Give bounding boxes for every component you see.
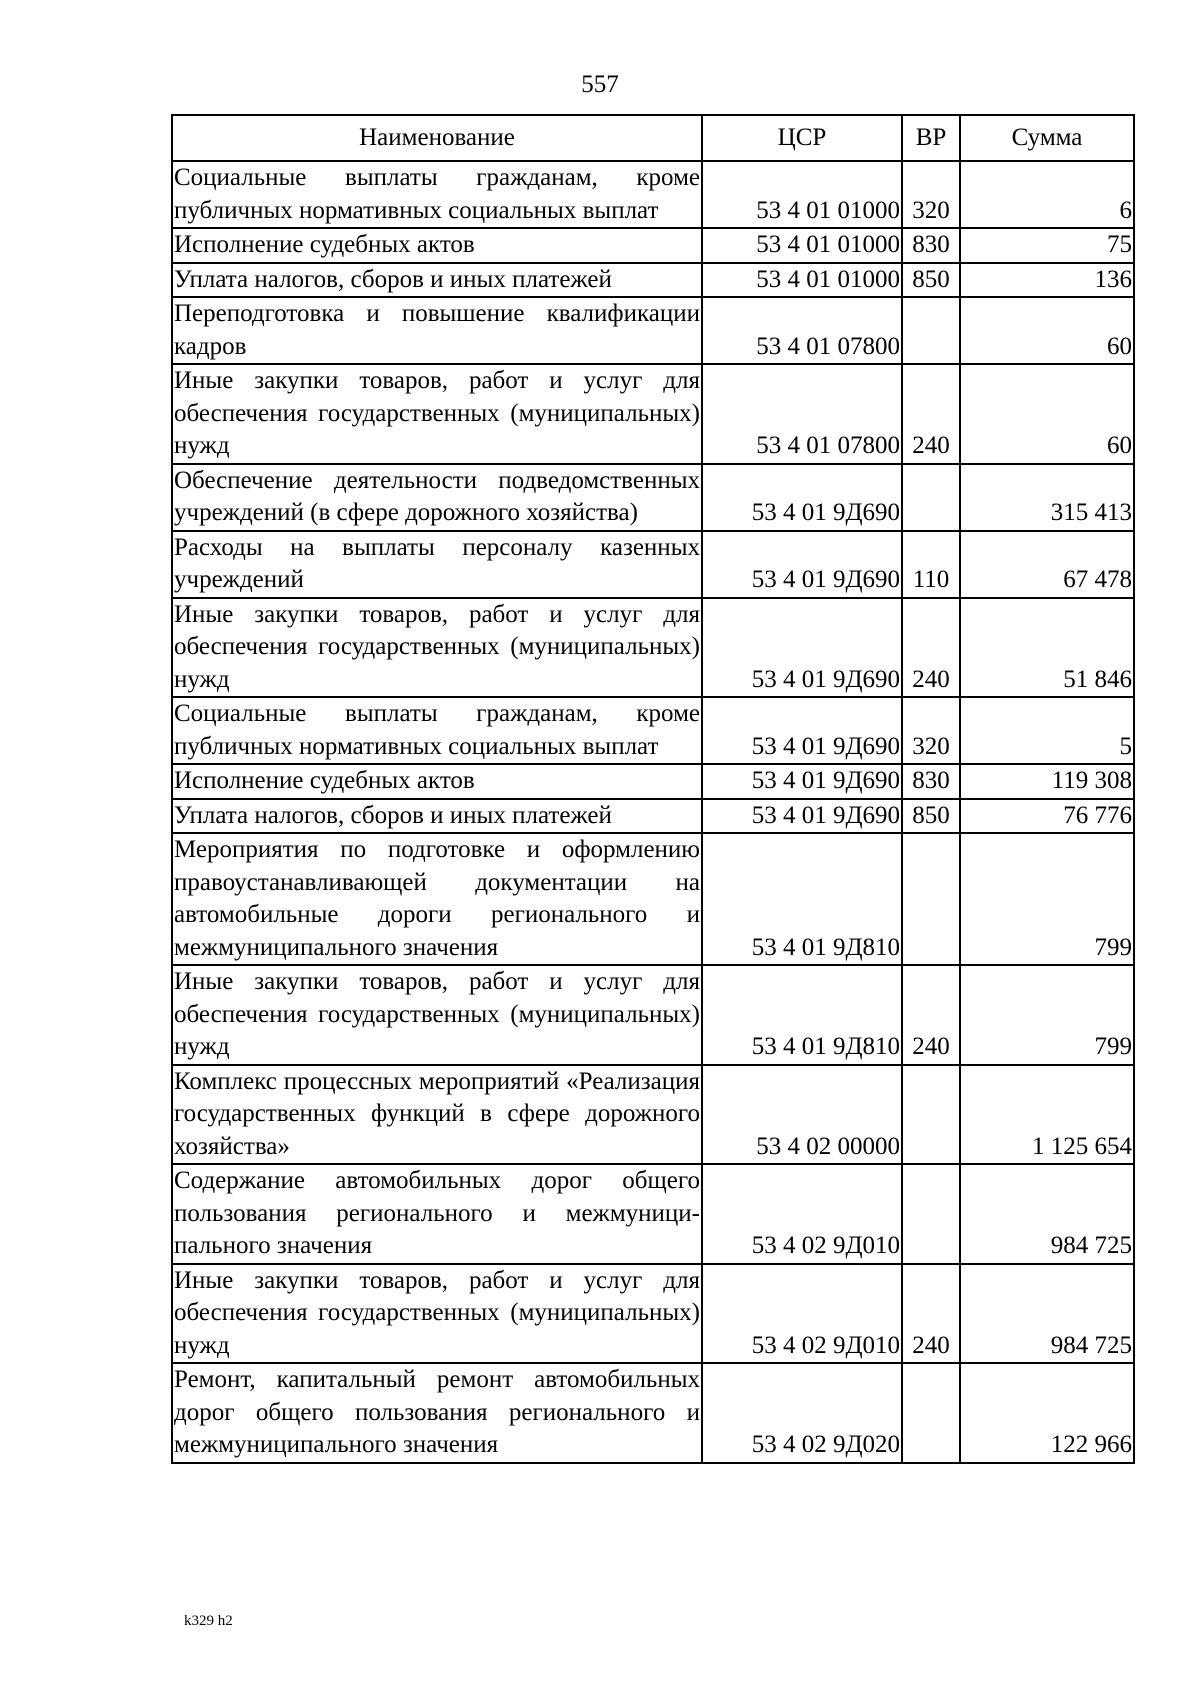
header-name: Наименование [172,115,702,161]
row-vr-cell: 320 [902,697,960,764]
row-sum-cell: 5 [960,697,1134,764]
row-vr-cell [902,297,960,364]
row-sum-cell: 136 [960,263,1134,298]
row-csr-cell: 53 4 01 9Д810 [702,833,902,965]
row-csr-cell: 53 4 02 9Д010 [702,1264,902,1364]
row-csr-cell: 53 4 01 01000 [702,228,902,263]
row-sum-cell: 799 [960,833,1134,965]
row-name-cell: Иные закупки товаров, работ и услуг для обеспечения государственных (муниципальных) нужд [172,598,702,698]
table-row [172,531,1134,598]
table-row [172,1065,1134,1165]
table-row [172,161,1134,228]
row-vr-cell: 240 [902,1264,960,1364]
row-vr-cell [902,1164,960,1264]
row-sum-cell: 75 [960,228,1134,263]
row-name-cell: Иные закупки товаров, работ и услуг для обеспечения государственных (муниципальных) нужд [172,364,702,464]
row-name-cell: Социальные выплаты гражданам, кроме публичных нормативных социальных выплат [172,697,702,764]
row-sum-cell: 119 308 [960,764,1134,799]
row-csr-cell: 53 4 01 01000 [702,161,902,228]
table-row [172,764,1134,799]
row-sum-cell: 1 125 654 [960,1065,1134,1165]
row-name-cell: Исполнение судебных актов [172,764,702,799]
row-csr-cell: 53 4 01 9Д690 [702,531,902,598]
row-csr-cell: 53 4 01 9Д690 [702,697,902,764]
row-vr-cell: 850 [902,799,960,834]
row-csr-cell: 53 4 01 07800 [702,297,902,364]
row-name-cell: Расходы на выплаты персоналу казенных учреждений [172,531,702,598]
row-vr-cell: 830 [902,764,960,799]
row-vr-cell: 830 [902,228,960,263]
row-csr-cell: 53 4 01 07800 [702,364,902,464]
row-name-cell: Комплекс процессных мероприятий «Реализация государственных функций в сфере дорожного хозяйства» [172,1065,702,1165]
table-row [172,697,1134,764]
table-row [172,1363,1134,1463]
row-vr-cell: 240 [902,364,960,464]
row-csr-cell: 53 4 01 9Д690 [702,764,902,799]
row-vr-cell [902,464,960,531]
row-sum-cell: 799 [960,965,1134,1065]
row-csr-cell: 53 4 01 9Д810 [702,965,902,1065]
row-sum-cell: 315 413 [960,464,1134,531]
footer-code: k329 h2 [184,1613,233,1629]
row-name-cell: Обеспечение деятельности подведомственных учреждений (в сфере дорожного хозяйства) [172,464,702,531]
row-vr-cell: 850 [902,263,960,298]
row-vr-cell [902,1065,960,1165]
row-vr-cell: 110 [902,531,960,598]
row-name-cell: Социальные выплаты гражданам, кроме публичных нормативных социальных выплат [172,161,702,228]
row-csr-cell: 53 4 02 9Д010 [702,1164,902,1264]
row-csr-cell: 53 4 02 9Д020 [702,1363,902,1463]
budget-table [171,114,1135,1464]
row-vr-cell: 320 [902,161,960,228]
row-sum-cell: 6 [960,161,1134,228]
row-name-cell: Уплата налогов, сборов и иных платежей [172,799,702,834]
page-number: 557 [581,71,619,98]
table-row [172,965,1134,1065]
row-vr-cell [902,1363,960,1463]
row-csr-cell: 53 4 01 9Д690 [702,464,902,531]
row-csr-cell: 53 4 01 9Д690 [702,598,902,698]
row-sum-cell: 76 776 [960,799,1134,834]
row-sum-cell: 984 725 [960,1264,1134,1364]
header-vr: ВР [902,115,960,161]
row-sum-cell: 60 [960,364,1134,464]
row-sum-cell: 122 966 [960,1363,1134,1463]
row-sum-cell: 60 [960,297,1134,364]
header-csr: ЦСР [702,115,902,161]
table-row [172,364,1134,464]
row-csr-cell: 53 4 01 01000 [702,263,902,298]
row-name-cell: Содержание автомобильных дорог общего пользования регионального и межмуниципального значения [172,1164,702,1264]
row-name-cell: Исполнение судебных актов [172,228,702,263]
row-csr-cell: 53 4 02 00000 [702,1065,902,1165]
row-name-cell: Иные закупки товаров, работ и услуг для обеспечения государственных (муниципальных) нужд [172,1264,702,1364]
table-row [172,464,1134,531]
table-row [172,263,1134,298]
table-row [172,228,1134,263]
row-csr-cell: 53 4 01 9Д690 [702,799,902,834]
row-name-cell: Иные закупки товаров, работ и услуг для обеспечения государственных (муниципальных) нужд [172,965,702,1065]
row-name-cell: Мероприятия по подготовке и оформлению правоустанавливающей документации на автомобильные дороги регионального и межмуниципального значения [172,833,702,965]
row-name-cell: Ремонт, капитальный ремонт автомобильных дорог общего пользования регионального и межмуниципального значения [172,1363,702,1463]
table-body [172,161,1134,1463]
row-vr-cell: 240 [902,598,960,698]
table-row [172,833,1134,965]
row-name-cell: Уплата налогов, сборов и иных платежей [172,263,702,298]
row-sum-cell: 984 725 [960,1164,1134,1264]
table-header-row [172,115,1134,161]
table-row [172,1164,1134,1264]
row-sum-cell: 51 846 [960,598,1134,698]
row-name-cell: Переподготовка и повышение квалификации кадров [172,297,702,364]
row-sum-cell: 67 478 [960,531,1134,598]
row-vr-cell: 240 [902,965,960,1065]
row-vr-cell [902,833,960,965]
table-row [172,598,1134,698]
header-sum: Сумма [960,115,1134,161]
table-row [172,1264,1134,1364]
table-row [172,799,1134,834]
table-row [172,297,1134,364]
